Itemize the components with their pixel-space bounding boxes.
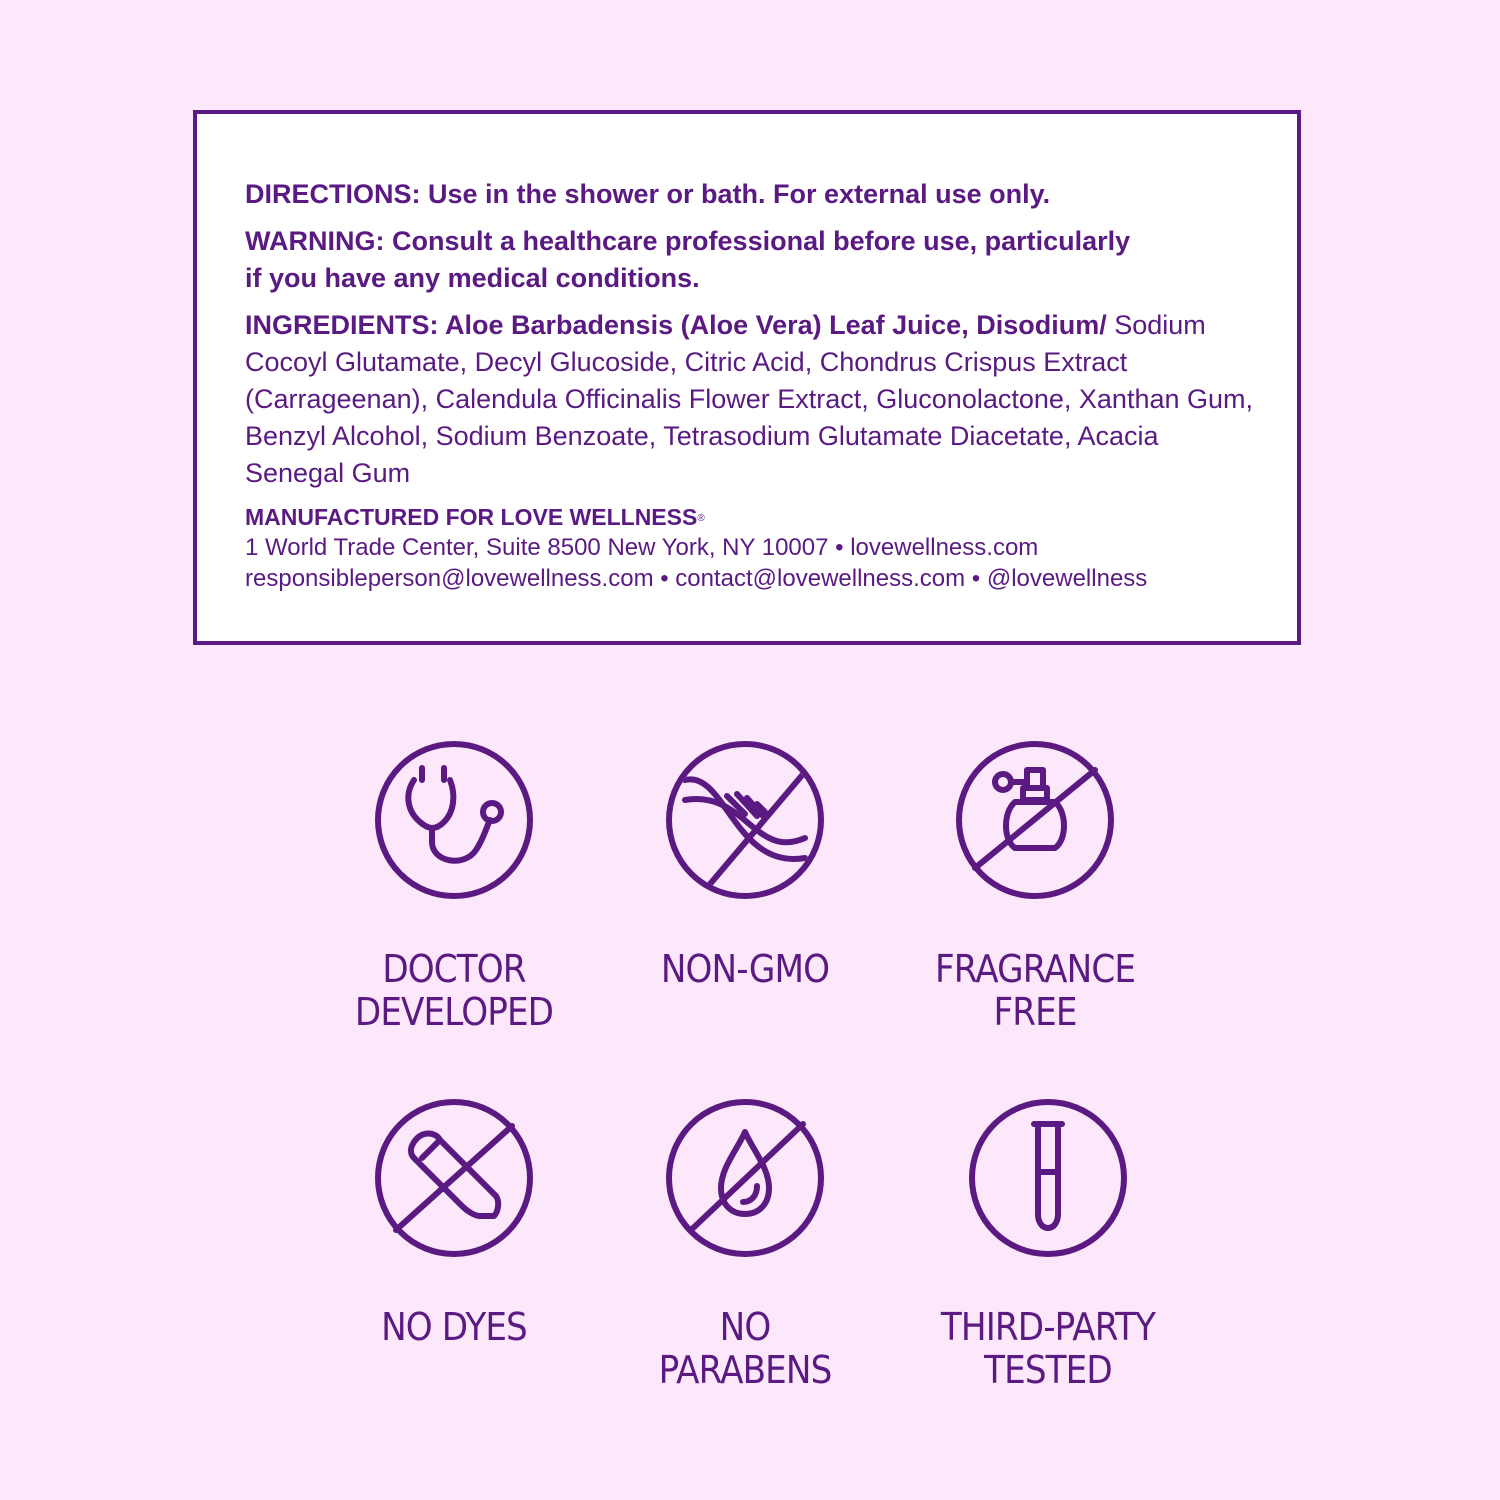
contact-line: responsibleperson@lovewellness.com • contact@lovewellness.com • @lovewellness	[245, 565, 1148, 592]
no-dye-icon	[374, 1098, 534, 1258]
badge-no-parabens	[595, 1098, 895, 1392]
badge-caption: THIRD-PARTY TESTED	[940, 1305, 1156, 1392]
badge-caption: NO DYES	[381, 1305, 527, 1349]
stethoscope-icon	[374, 740, 534, 900]
no-dna-icon	[665, 740, 825, 900]
badge-no-dyes	[304, 1098, 604, 1349]
manufacturer-title: MANUFACTURED FOR LOVE WELLNESS®	[245, 504, 705, 530]
warning-text: WARNING: Consult a healthcare professional before use, particularly if you have any medical conditions.	[245, 226, 1131, 293]
badge-caption: NO PARABENS	[658, 1305, 832, 1392]
test-tube-icon	[968, 1098, 1128, 1258]
badge-caption: DOCTOR DEVELOPED	[354, 947, 554, 1034]
badge-non-gmo	[595, 740, 895, 991]
ingredients-text	[245, 307, 1257, 492]
badge-caption: FRAGRANCE FREE	[934, 947, 1136, 1034]
product-label-panel	[193, 110, 1301, 645]
ingredients-list: Sodium Cocoyl Glutamate, Decyl Glucoside, Citric Acid, Chondrus Crispus Extract (Carrageenan), Calendula Officinalis Flower Extract, Gluconolactone, Xanthan Gum, Benzyl Alcohol, Sodium Benzoate, Tetrasodium Glutamate Diacetate, Acacia Senegal Gum	[245, 310, 1254, 488]
no-drop-icon	[665, 1098, 825, 1258]
badge-fragrance-free	[885, 740, 1185, 1034]
address-line: 1 World Trade Center, Suite 8500 New York, NY 10007 • lovewellness.com	[245, 534, 1039, 561]
ingredients-lead: INGREDIENTS: Aloe Barbadensis (Aloe Vera) Leaf Juice, Disodium/	[245, 310, 1107, 340]
badge-doctor-developed	[304, 740, 604, 1034]
no-perfume-icon	[955, 740, 1115, 900]
badge-caption: NON-GMO	[660, 947, 830, 991]
directions-text: DIRECTIONS: Use in the shower or bath. For external use only.	[245, 179, 1051, 209]
registered-mark: ®	[697, 513, 705, 524]
badge-third-party-tested	[898, 1098, 1198, 1392]
